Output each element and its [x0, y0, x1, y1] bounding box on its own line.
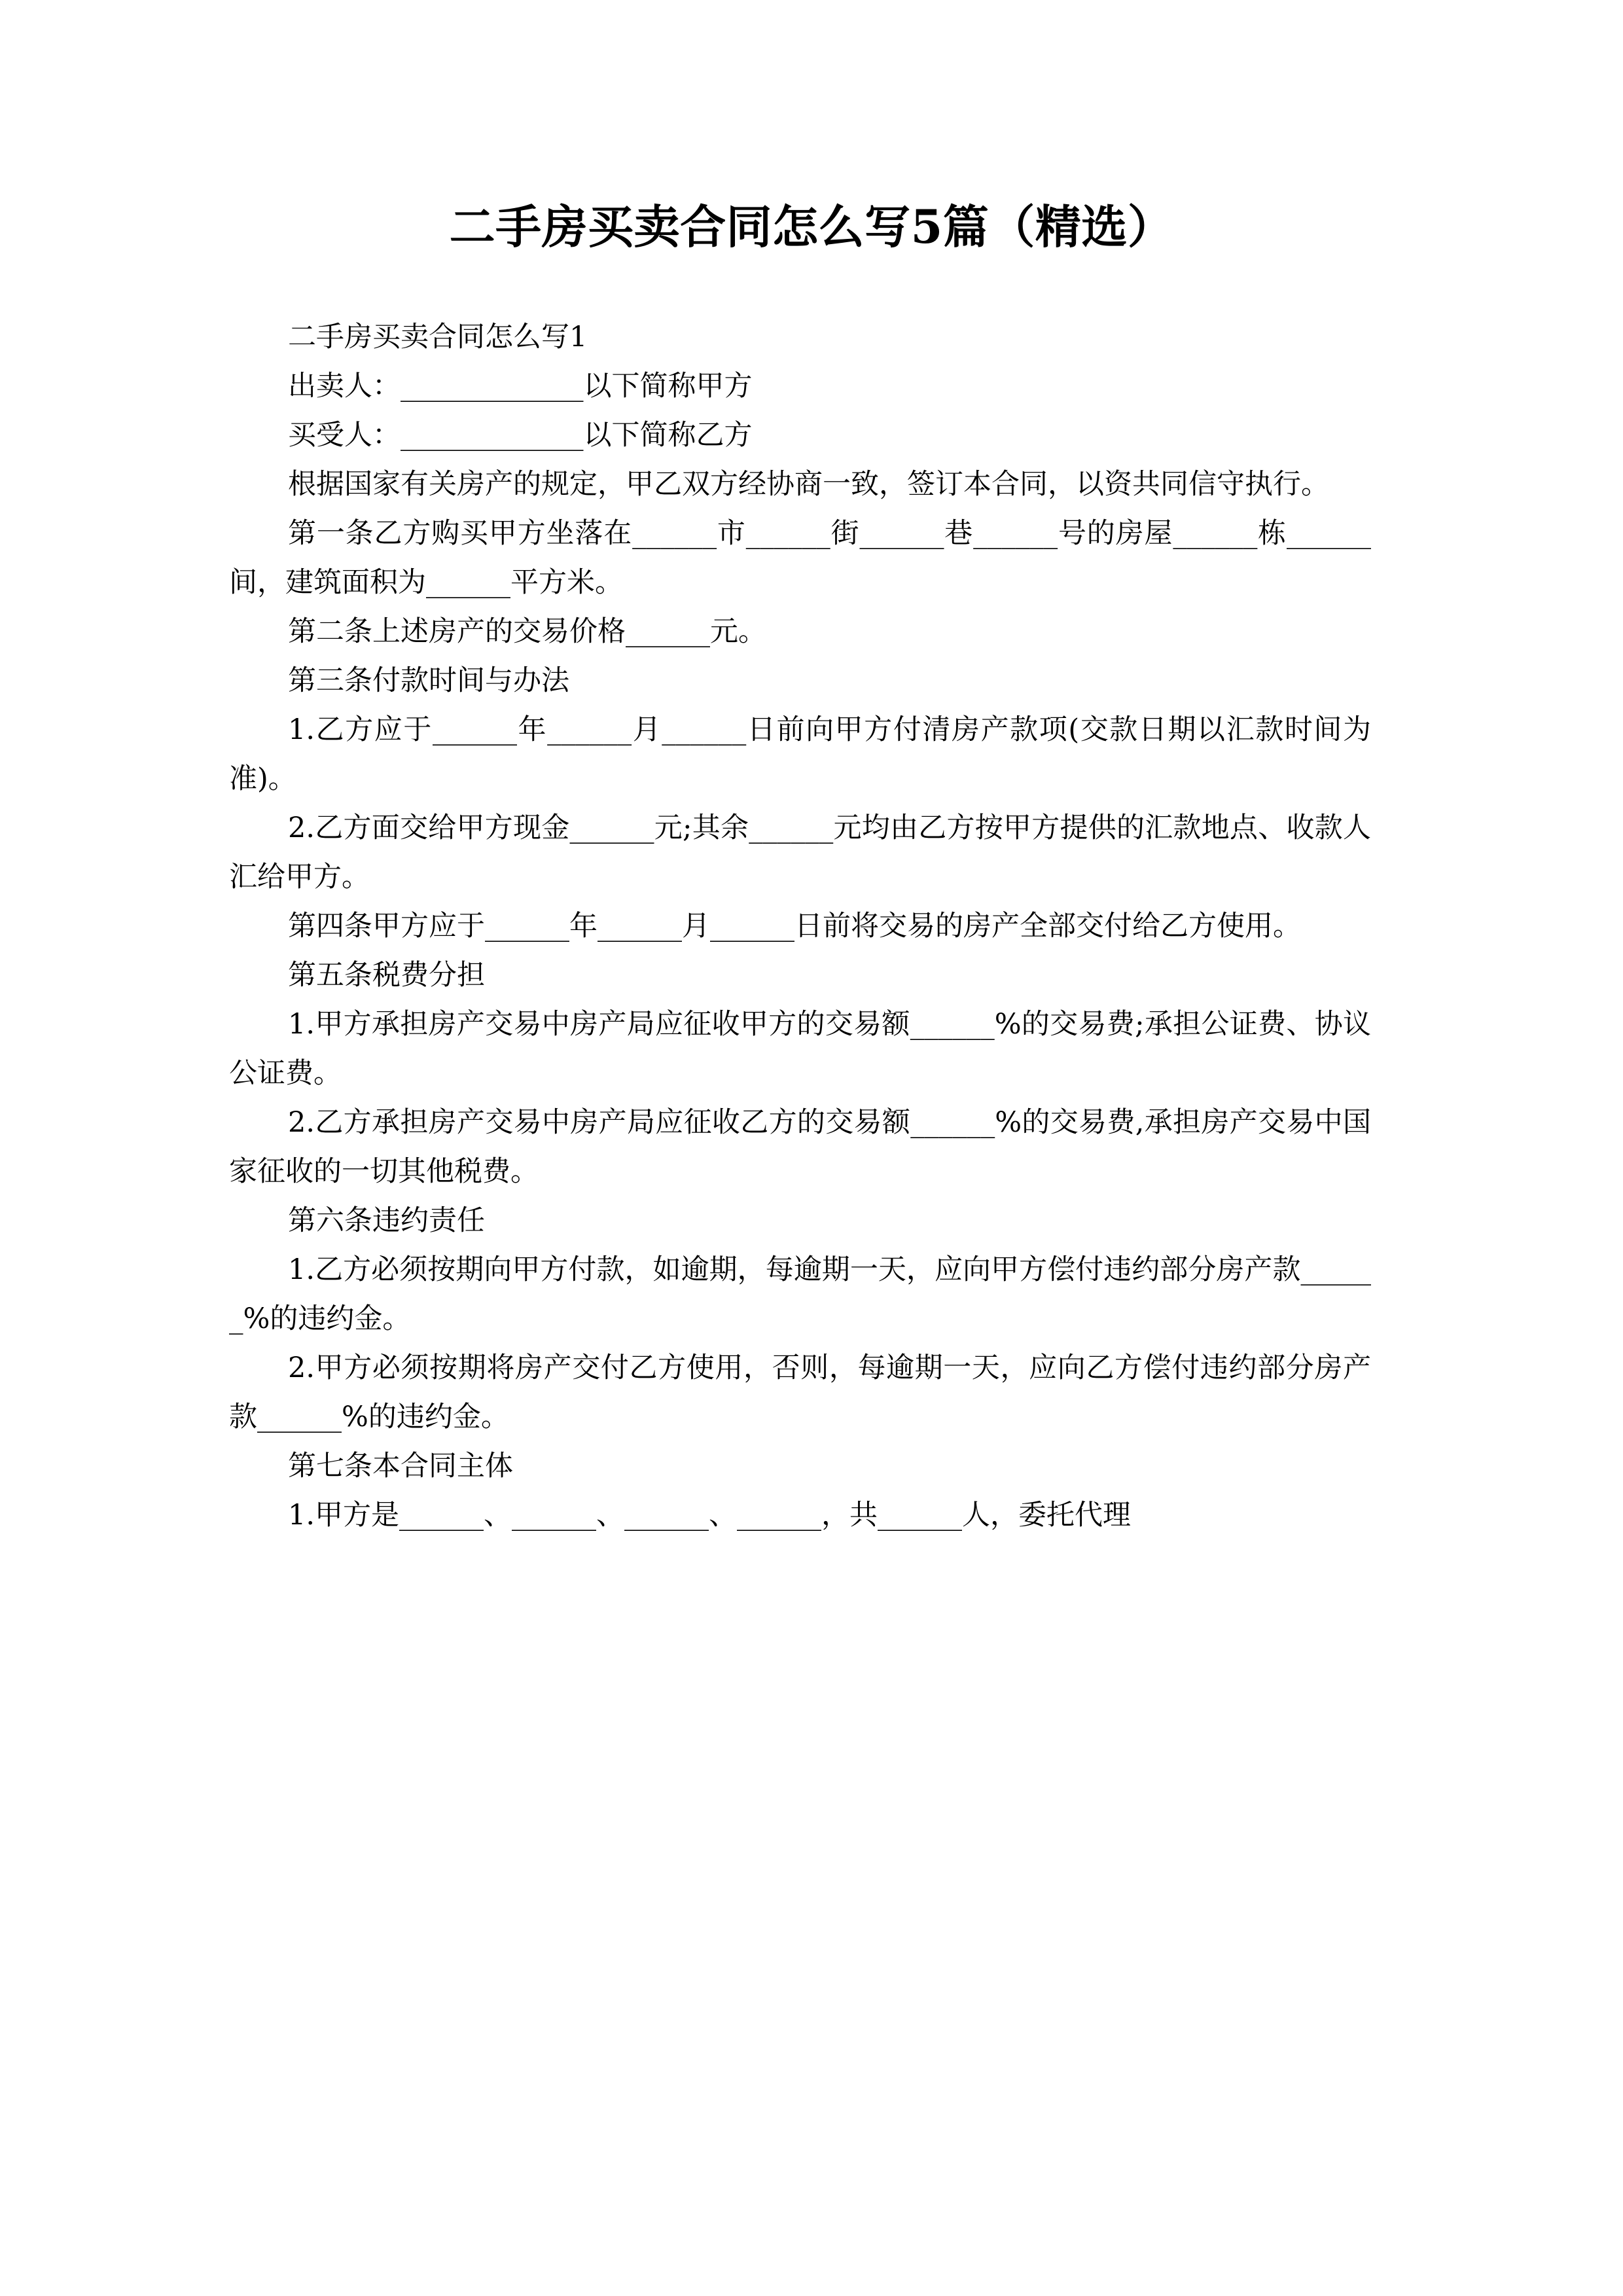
paragraph-article-1: 第一条乙方购买甲方坐落在______市______街______巷______号的房屋______栋______间，建筑面积为______平方米。: [229, 517, 1371, 599]
paragraph-article-2: 第二条上述房产的交易价格______元。: [288, 615, 766, 648]
paragraph-heading-1: 二手房买卖合同怎么写1: [288, 321, 588, 353]
paragraph-article-6-1: 1.乙方必须按期向甲方付款，如逾期，每逾期一天，应向甲方偿付违约部分房产款______%的违约金。: [229, 1253, 1371, 1335]
paragraph-buyer-line: 买受人：_____________以下简称乙方: [288, 419, 753, 452]
paragraph-article-6-2: 2.甲方必须按期将房产交付乙方使用，否则，每逾期一天，应向乙方偿付违约部分房产款______%的违约金。: [229, 1352, 1371, 1433]
paragraph-article-3-1: 1.乙方应于______年______月______日前向甲方付清房产款项(交款日期以汇款时间为准)。: [229, 713, 1371, 795]
paragraph-article-7: 第七条本合同主体: [288, 1450, 513, 1482]
paragraph-article-5-1: 1.甲方承担房产交易中房产局应征收甲方的交易额______%的交易费;承担公证费、协议公证费。: [229, 1008, 1371, 1090]
paragraph-article-5: 第五条税费分担: [288, 959, 485, 992]
paragraph-article-3-2: 2.乙方面交给甲方现金______元;其余______元均由乙方按甲方提供的汇款地点、收款人汇给甲方。: [229, 812, 1371, 893]
paragraph-article-5-2: 2.乙方承担房产交易中房产局应征收乙方的交易额______%的交易费,承担房产交易中国家征收的一切其他税费。: [229, 1106, 1371, 1188]
paragraph-article-4: 第四条甲方应于______年______月______日前将交易的房产全部交付给乙方使用。: [288, 910, 1301, 942]
page-title: 二手房买卖合同怎么写5篇（精选）: [449, 199, 1174, 254]
paragraph-preamble: 根据国家有关房产的规定，甲乙双方经协商一致，签订本合同，以资共同信守执行。: [288, 468, 1329, 501]
paragraph-article-3: 第三条付款时间与办法: [288, 664, 569, 697]
document-body: [229, 313, 1371, 1540]
paragraph-article-7-1: 1.甲方是______、______、______、______，共______人，委托代理: [288, 1499, 1132, 1532]
paragraph-article-6: 第六条违约责任: [288, 1204, 485, 1237]
paragraph-seller-line: 出卖人：_____________以下简称甲方: [288, 370, 753, 403]
